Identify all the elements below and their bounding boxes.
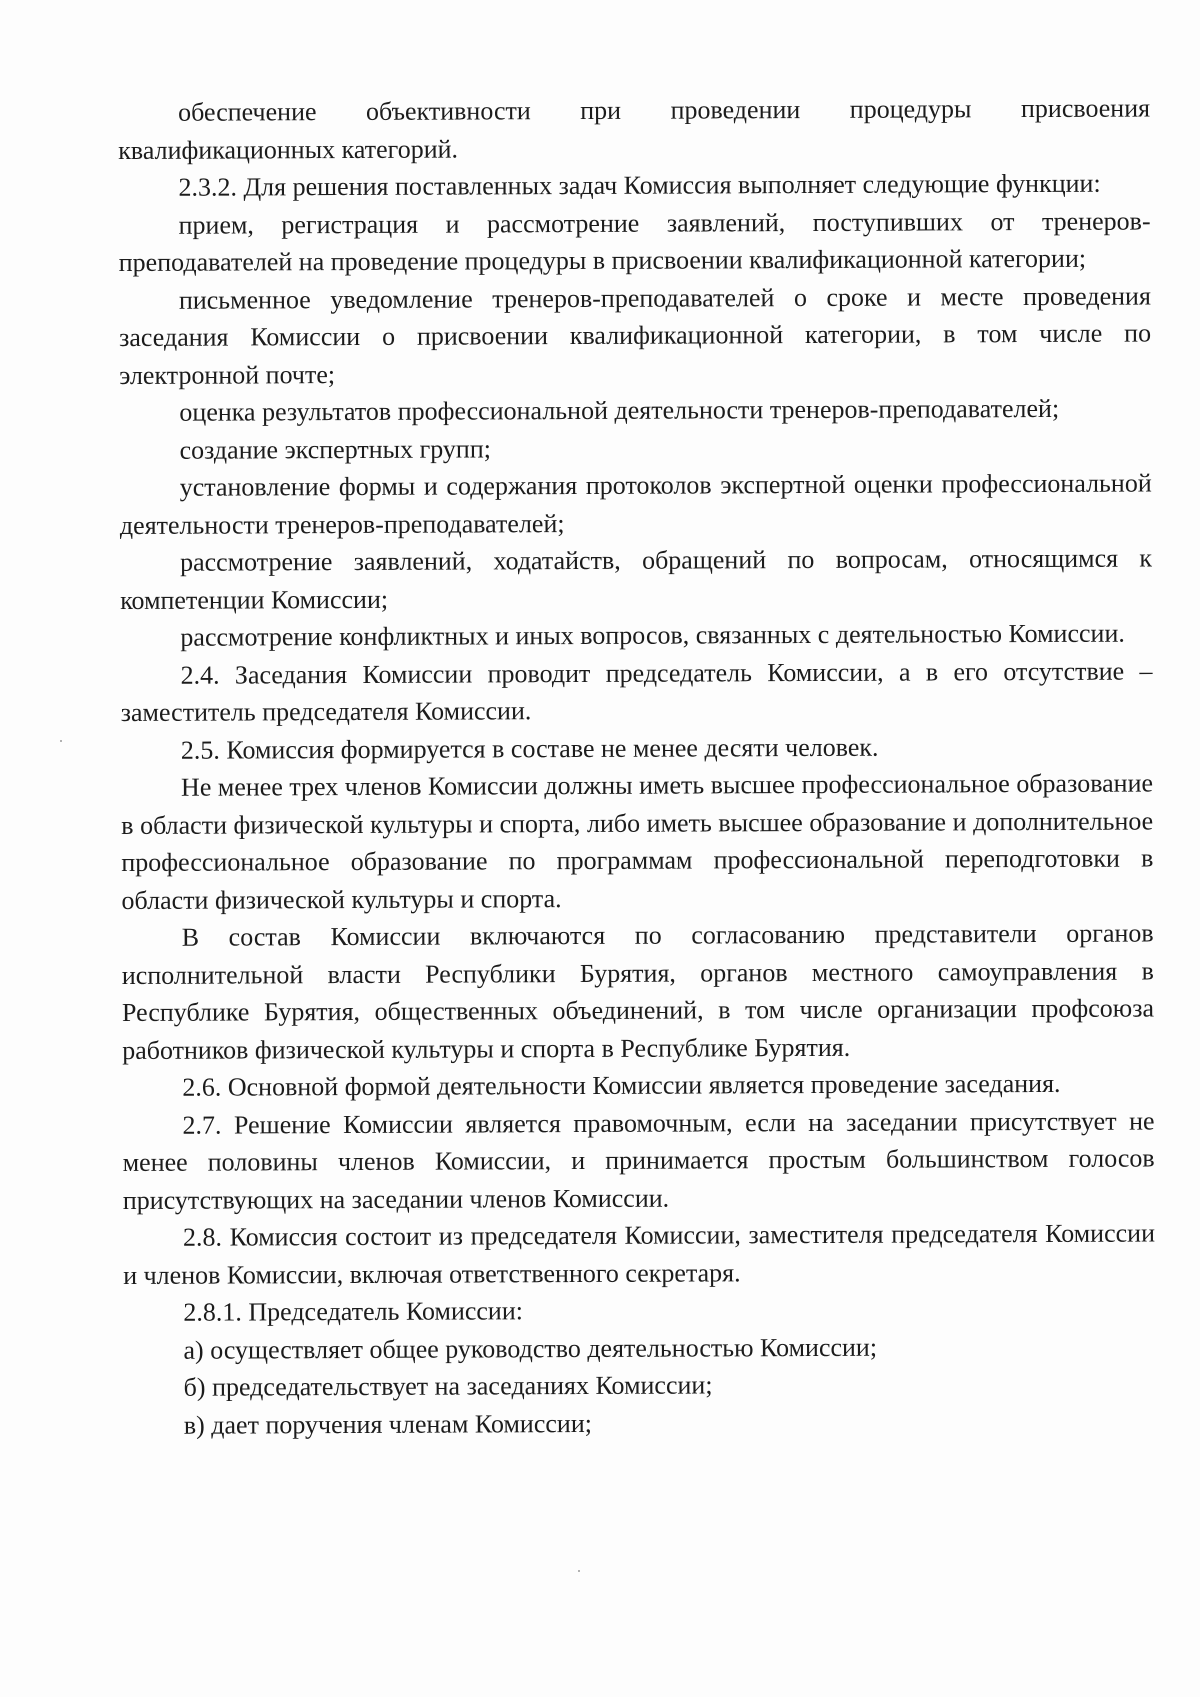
paragraph-composition: В состав Комиссии включаются по согласованию представители органов исполнительной власти Республики Бурятия, органов местного самоуправления в Республике Бурятия, общественных объединений, в том числе организации профсоюза работников физической культуры и спорта в Республике Бурятия. bbox=[121, 918, 1155, 1065]
paragraph-function-notification: письменное уведомление тренеров-преподавателей о сроке и месте проведения заседания Комиссии о присвоении квалификационной категории, в том числе по электронной почте; bbox=[118, 280, 1152, 390]
paragraph-2-4: 2.4. Заседания Комиссии проводит председатель Комиссии, а в его отсутствие – заместитель председателя Комиссии. bbox=[120, 655, 1153, 727]
paragraph-2-8: 2.8. Комиссия состоит из председателя Комиссии, заместителя председателя Комиссии и членов Комиссии, включая ответственного секретаря. bbox=[123, 1218, 1156, 1290]
paragraph-function-applications: рассмотрение заявлений, ходатайств, обращений по вопросам, относящимся к компетенции Комиссии; bbox=[120, 543, 1153, 615]
paragraph-function-evaluation: оценка результатов профессиональной деятельности тренеров-преподавателей; bbox=[179, 393, 1060, 427]
list-item-b: б) председательствует на заседаниях Комиссии; bbox=[183, 1370, 713, 1402]
paragraph-function-conflicts: рассмотрение конфликтных и иных вопросов, связанных с деятельностью Комиссии. bbox=[180, 618, 1125, 652]
paragraph-members-education: Не менее трех членов Комиссии должны иметь высшее профессиональное образование в области физической культуры и спорта, либо иметь высшее образование и дополнительное профессиональное образование по программам профессиональной переподготовки в области физической культуры и спорта. bbox=[121, 768, 1154, 915]
list-item-a: а) осуществляет общее руководство деятельностью Комиссии; bbox=[183, 1332, 878, 1365]
scan-artifact-dot bbox=[578, 1570, 580, 1572]
paragraph-2-7: 2.7. Решение Комиссии является правомочным, если на заседании присутствует не менее половины членов Комиссии, и принимается простым большинством голосов присутствующих на заседании членов Комиссии. bbox=[122, 1105, 1155, 1215]
scan-artifact-dot bbox=[60, 740, 62, 742]
paragraph-function-protocols: установление формы и содержания протоколов экспертной оценки профессиональной деятельности тренеров-преподавателей; bbox=[119, 468, 1152, 540]
paragraph-objectivity: обеспечение объективности при проведении процедуры присвоения квалификационных категорий. bbox=[118, 93, 1151, 165]
paragraph-function-reception: прием, регистрация и рассмотрение заявлений, поступивших от тренеров-преподавателей на проведение процедуры в присвоении квалификационной категории; bbox=[118, 205, 1151, 277]
list-item-c: в) дает поручения членам Комиссии; bbox=[183, 1408, 593, 1440]
paragraph-2-6: 2.6. Основной формой деятельности Комиссии является проведение заседания. bbox=[182, 1068, 1061, 1102]
document-body bbox=[118, 89, 1156, 1443]
paragraph-2-5: 2.5. Комиссия формируется в составе не менее десяти человек. bbox=[180, 732, 879, 765]
paragraph-function-expert-groups: создание экспертных групп; bbox=[179, 433, 492, 465]
paragraph-2-3-2: 2.3.2. Для решения поставленных задач Комиссия выполняет следующие функции: bbox=[178, 168, 1101, 202]
paragraph-2-8-1: 2.8.1. Председатель Комиссии: bbox=[183, 1296, 524, 1327]
